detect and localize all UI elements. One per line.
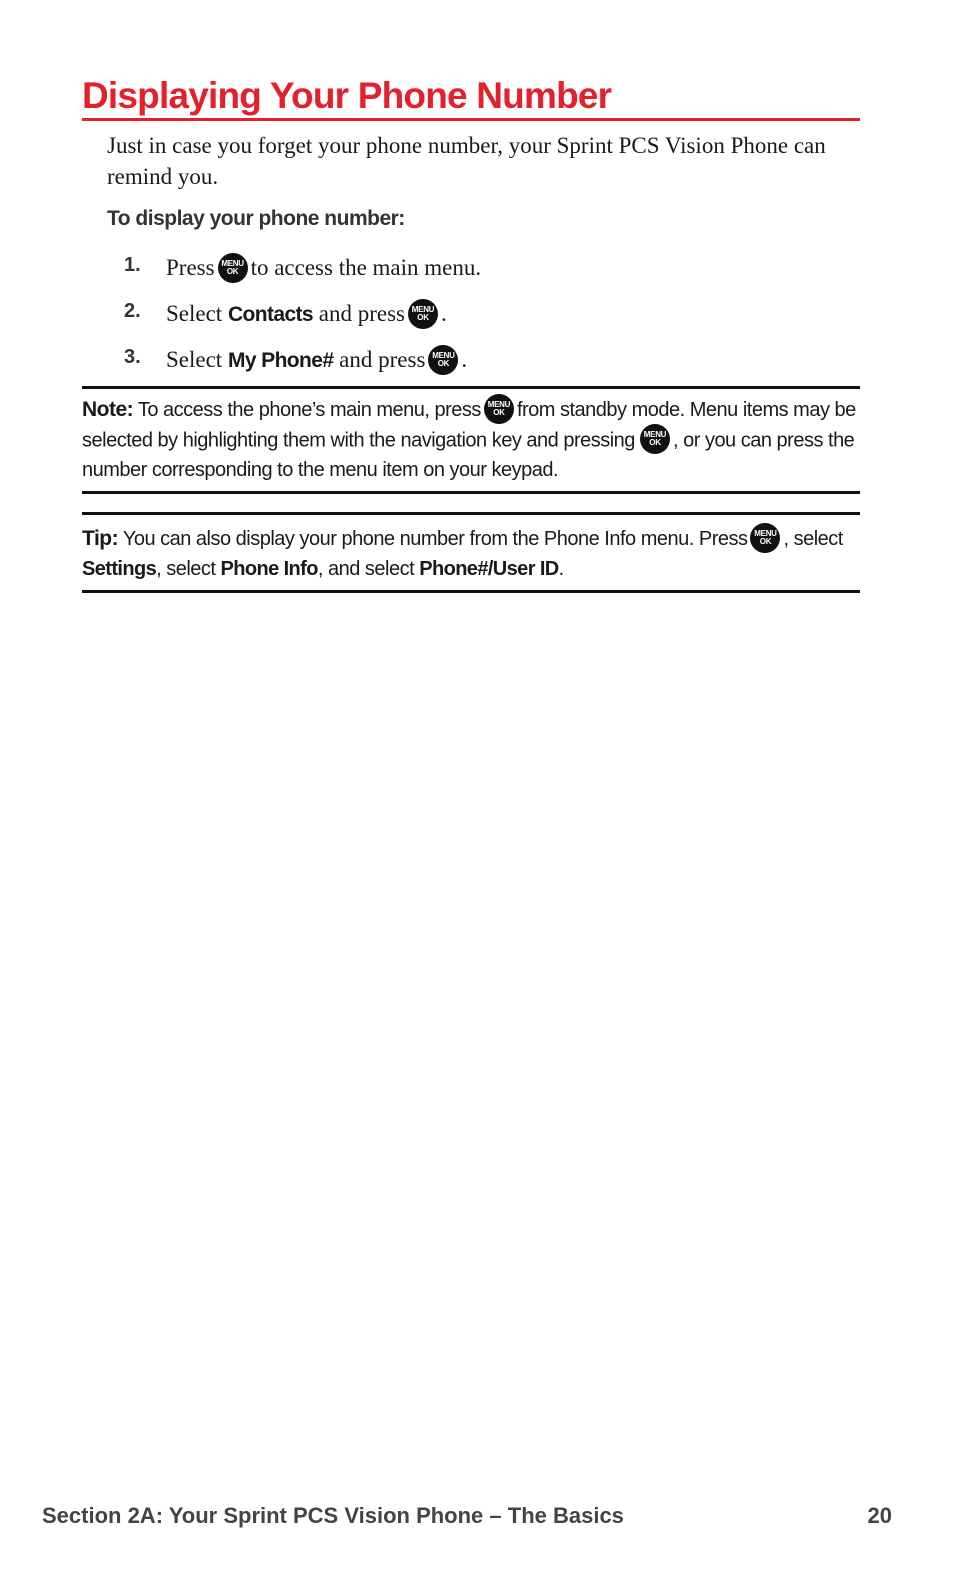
- menu-ok-key-icon: [484, 394, 514, 424]
- menu-keyword: Phone#/User ID: [419, 557, 559, 580]
- menu-keyword: My Phone#: [227, 349, 334, 372]
- step-text-pre: Select: [166, 301, 223, 326]
- page-title: Displaying Your Phone Number: [82, 75, 612, 116]
- step-text: [166, 252, 481, 285]
- icon-label-menu: MENU: [487, 399, 511, 409]
- tip-label: Tip:: [82, 527, 119, 550]
- step-number: 1.: [124, 254, 141, 276]
- menu-ok-key-icon: [640, 424, 670, 454]
- tip-bottom-rule: [82, 590, 860, 593]
- icon-label-menu: MENU: [432, 350, 455, 360]
- step-number: 3.: [124, 346, 141, 368]
- tip-text: .: [558, 557, 564, 580]
- tip-text: , select: [783, 528, 843, 550]
- step-text-pre: Press: [166, 255, 215, 280]
- icon-label-ok: OK: [226, 266, 239, 276]
- tip-text: , and select: [317, 557, 415, 580]
- intro-paragraph: Just in case you forget your phone number, your Sprint PCS Vision Phone can remind you.: [107, 133, 826, 189]
- menu-ok-key-icon: [218, 253, 248, 283]
- note-box: [82, 395, 862, 485]
- footer-section-title: Section 2A: Your Sprint PCS Vision Phone – The Basics: [42, 1503, 624, 1528]
- icon-label-menu: MENU: [411, 304, 435, 314]
- note-label: Note:: [82, 398, 134, 421]
- tip-box: [82, 524, 862, 584]
- icon-label-menu: MENU: [754, 528, 777, 538]
- icon-label-ok: OK: [437, 358, 450, 368]
- note-text: , or you can press the number corresponding to the menu item on your keypad.: [82, 429, 855, 481]
- menu-keyword: Settings: [82, 557, 157, 580]
- step-text-post: .: [461, 347, 468, 372]
- step-text-mid: and press: [339, 347, 426, 372]
- step-text-post: to access the main menu.: [250, 255, 482, 280]
- page-number: 20: [867, 1503, 892, 1528]
- icon-label-ok: OK: [417, 312, 429, 322]
- icon-label-ok: OK: [759, 536, 772, 546]
- step-text-pre: Select: [166, 347, 223, 372]
- menu-keyword: Contacts: [227, 303, 313, 326]
- menu-ok-key-icon: [408, 299, 438, 329]
- tip-text: , select: [156, 557, 216, 580]
- icon-label-ok: OK: [649, 437, 661, 447]
- note-text: To access the phone’s main menu, press: [137, 399, 481, 421]
- menu-ok-key-icon: [428, 345, 458, 375]
- menu-keyword: Phone Info: [220, 557, 318, 580]
- step-text: [166, 344, 467, 377]
- step-text-mid: and press: [318, 301, 405, 326]
- title-underline: [82, 118, 860, 121]
- step-text-post: .: [440, 301, 447, 326]
- icon-label-menu: MENU: [221, 258, 244, 268]
- tip-top-rule: [82, 512, 860, 515]
- tip-text: You can also display your phone number from the Phone Info menu. Press: [122, 528, 748, 550]
- note-top-rule: [82, 386, 860, 389]
- note-text: from standby mode. Menu items may be selected by highlighting them with the navigation key and pressing: [82, 399, 856, 451]
- icon-label-ok: OK: [493, 407, 505, 417]
- step-number: 2.: [124, 300, 141, 322]
- icon-label-menu: MENU: [643, 429, 667, 439]
- step-text: [166, 298, 447, 331]
- procedure-heading: To display your phone number:: [107, 207, 405, 230]
- note-bottom-rule: [82, 491, 860, 494]
- menu-ok-key-icon: [750, 523, 780, 553]
